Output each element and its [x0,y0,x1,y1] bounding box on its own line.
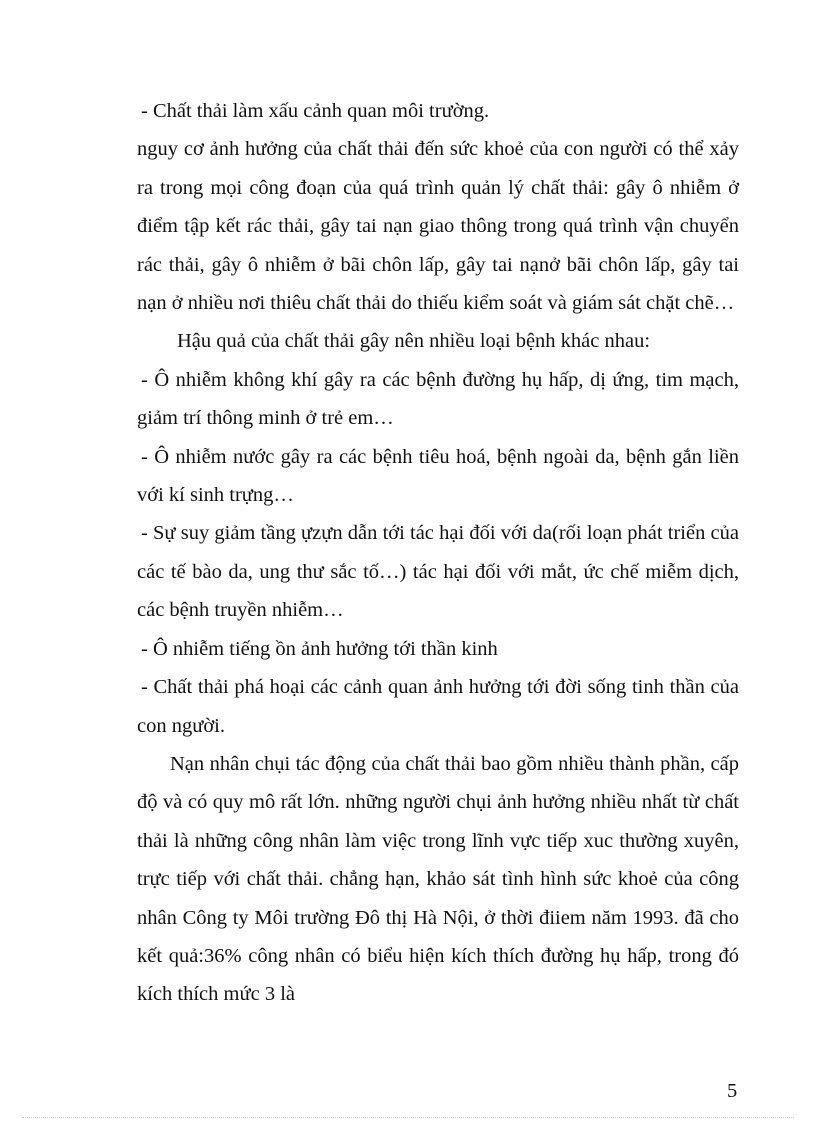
paragraph-bullet-ozone: - Sự suy giảm tầng ựzựn dẫn tới tác hại đối với da(rối loạn phát triển của các tế bào da, ung thư sắc tố…) tác hại đối với mắt, ức chế miễm dịch, các bệnh truyền nhiễm… [137,522,739,622]
paragraph-bullet-noise: - Ô nhiễm tiếng ồn ảnh hưởng tới thần kinh [141,637,498,660]
page-bottom-divider [22,1117,794,1118]
paragraph-bullet-water-pollution: - Ô nhiễm nước gây ra các bệnh tiêu hoá, bệnh ngoài da, bệnh gắn liền với kí sinh trựng… [137,445,739,507]
paragraph-health-risk: nguy cơ ảnh hưởng của chất thải đến sức khoẻ của con người có thể xảy ra trong mọi công đoạn của quá trình quản lý chất thải: gây ô nhiễm ở điểm tập kết rác thải, gây tai nạn giao thông trong quá trình vận chuyển rác thải, gây ô nhiễm ở bãi chôn lấp, gây tai nạnở bãi chôn lấp, gây tai nạn ở nhiều nơi thiêu chất thải do thiếu kiểm soát và giám sát chặt chẽ… [137,138,739,315]
paragraph-consequences-heading: Hậu quả của chất thải gây nên nhiều loại bệnh khác nhau: [177,330,651,353]
document-body [137,92,739,1014]
page-number: 5 [727,1080,738,1102]
paragraph-bullet-air-pollution: - Ô nhiễm không khí gây ra các bệnh đường hụ hấp, dị ứng, tim mạch, giảm trí thông minh ở trẻ em… [137,368,739,430]
paragraph-bullet-landscape-damage: - Chất thải phá hoại các cảnh quan ảnh hưởng tới đời sống tinh thần của con người. [137,676,739,737]
paragraph-bullet-landscape: - Chất thải làm xấu cảnh quan môi trường. [141,100,490,122]
paragraph-victims: Nạn nhân chụi tác động của chất thải bao gồm nhiều thành phần, cấp độ và có quy mô rất lớn. những người chụi ảnh hưởng nhiều nhất từ chất thải là những công nhân làm việc trong lĩnh vực tiếp xuc thường xuyên, trực tiếp với chất thải. chẳng hạn, khảo sát tình hình sức khoẻ của công nhân Công ty Môi trường Đô thị Hà Nội, ở thời điiem năm 1993. đã cho kết quả:36% công nhân có biểu hiện kích thích đường hụ hấp, trong đó kích thích mức 3 là [137,752,739,1006]
